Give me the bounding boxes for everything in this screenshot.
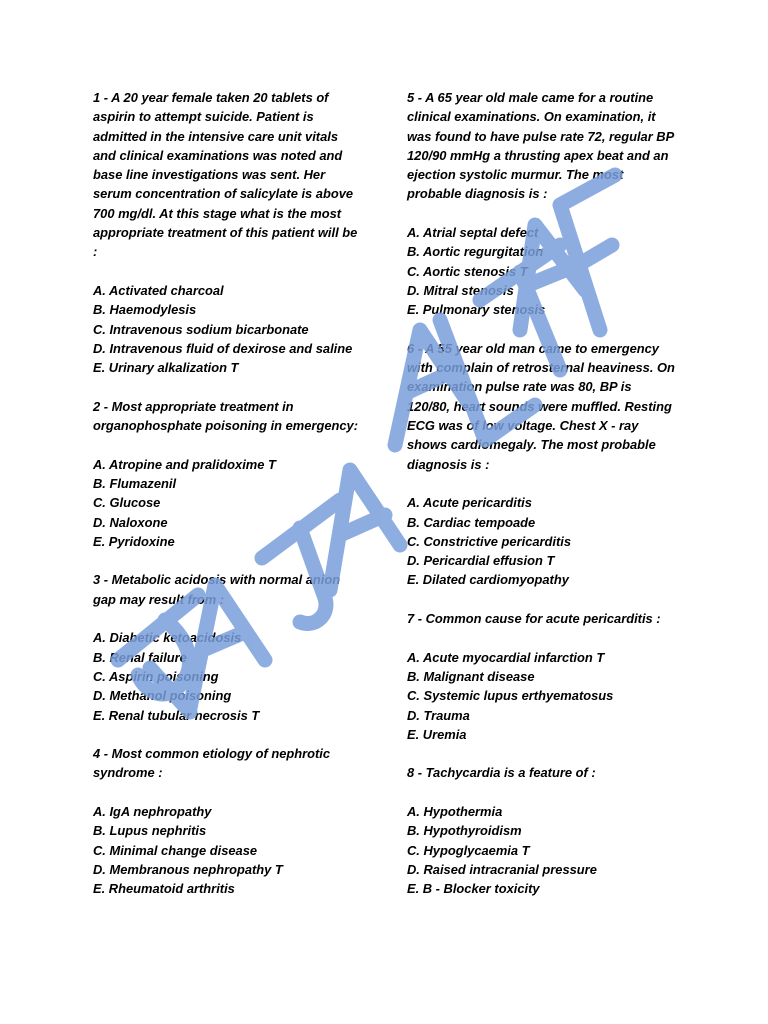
answer-option: B. Aortic regurgitation <box>407 244 544 260</box>
answer-option: B. Hypothyroidism <box>407 823 522 839</box>
answer-option: B. Haemodylesis <box>93 302 197 318</box>
answer-option: C. Hypoglycaemia T <box>407 842 530 858</box>
answer-option: A. Acute pericarditis <box>407 495 532 511</box>
answer-option: A. Hypothermia <box>407 803 503 819</box>
answer-option: E. Pyridoxine <box>93 533 175 549</box>
answer-option: D. Naloxone <box>93 514 168 530</box>
answer-option: D. Pericardial effusion T <box>407 553 555 569</box>
answer-option: C. Glucose <box>93 495 161 511</box>
answer-option: A. Diabetic ketoacidosis <box>93 630 242 646</box>
answer-option: A. Activated charcoal <box>93 282 224 298</box>
question-block <box>93 397 361 551</box>
answer-option: C. Systemic lupus erthyematosus <box>407 688 614 704</box>
answer-option: D. Membranous nephropathy T <box>93 861 283 877</box>
answer-option: A. Acute myocardial infarction T <box>407 649 605 665</box>
answer-option: B. Malignant disease <box>407 668 535 684</box>
answer-option: A. Atrial septal defect <box>407 225 539 241</box>
question-text: 8 - Tachycardia is a feature of : <box>407 765 596 781</box>
question-text: 2 - Most appropriate treatment in organophosphate poisoning in emergency: <box>93 398 358 434</box>
answer-option: C. Aspirin poisoning <box>93 668 219 684</box>
answer-option: D. Intravenous fluid of dexirose and saline <box>93 340 353 356</box>
question-text: 7 - Common cause for acute pericarditis : <box>407 611 661 627</box>
answer-option: A. Atropine and pralidoxime T <box>93 456 276 472</box>
answer-option: C. Aortic stenosis T <box>407 263 528 279</box>
answer-option: E. Pulmonary stenosis <box>407 302 546 318</box>
question-block <box>407 609 675 744</box>
question-block <box>93 744 361 898</box>
answer-option: E. Renal tubular necrosis T <box>93 707 260 723</box>
answer-option: B. Lupus nephritis <box>93 823 207 839</box>
answer-option: D. Mitral stenosis <box>407 282 514 298</box>
question-text: 4 - Most common etiology of nephrotic syndrome : <box>93 746 331 781</box>
answer-option: E. B - Blocker toxicity <box>407 881 540 897</box>
answer-option: E. Urinary alkalization T <box>93 360 239 376</box>
answer-option: C. Intravenous sodium bicarbonate <box>93 321 309 337</box>
answer-option: D. Raised intracranial pressure <box>407 861 597 877</box>
answer-option: C. Constrictive pericarditis <box>407 533 572 549</box>
answer-option: D. Methanol poisoning <box>93 688 232 704</box>
question-block <box>407 339 675 590</box>
answer-option: B. Renal failure <box>93 649 187 665</box>
right-column <box>407 88 675 918</box>
answer-option: B. Flumazenil <box>93 475 177 491</box>
question-block <box>93 88 361 377</box>
question-block <box>93 570 361 724</box>
question-text: 5 - A 65 year old male came for a routine clinical examinations. On examination, it was found to have pulse rate 72, regular BP 120/90 mmHg a thrusting apex beat and an ejection systolic murmur. The most probable diagnosis is : <box>407 90 674 202</box>
left-column <box>93 88 361 918</box>
question-text: 1 - A 20 year female taken 20 tablets of aspirin to attempt suicide. Patient is admitted in the intensive care unit vitals and clinical examinations was noted and base line investigations was sent. Her serum concentration of salicylate is above 700 mg/dl. At this stage what is the most appropriate treatment of this patient will be : <box>93 90 358 260</box>
question-block <box>407 763 675 898</box>
answer-option: E. Rheumatoid arthritis <box>93 881 235 897</box>
answer-option: B. Cardiac tempoade <box>407 514 536 530</box>
answer-option: E. Uremia <box>407 726 467 742</box>
answer-option: D. Trauma <box>407 707 470 723</box>
question-text: 3 - Metabolic acidosis with normal anion gap may result from : <box>93 572 341 607</box>
question-text: 6 - A 55 year old man came to emergency with complain of retrosternal heaviness. On examination pulse rate was 80, BP is 120/80, heart sounds were muffled. Resting ECG was of low voltage. Chest X - ray shows cardiomegaly. The most probable diagnosis is : <box>407 340 675 472</box>
answer-option: E. Dilated cardiomyopathy <box>407 572 569 588</box>
question-block <box>407 88 675 320</box>
answer-option: C. Minimal change disease <box>93 842 258 858</box>
answer-option: A. IgA nephropathy <box>93 803 212 819</box>
